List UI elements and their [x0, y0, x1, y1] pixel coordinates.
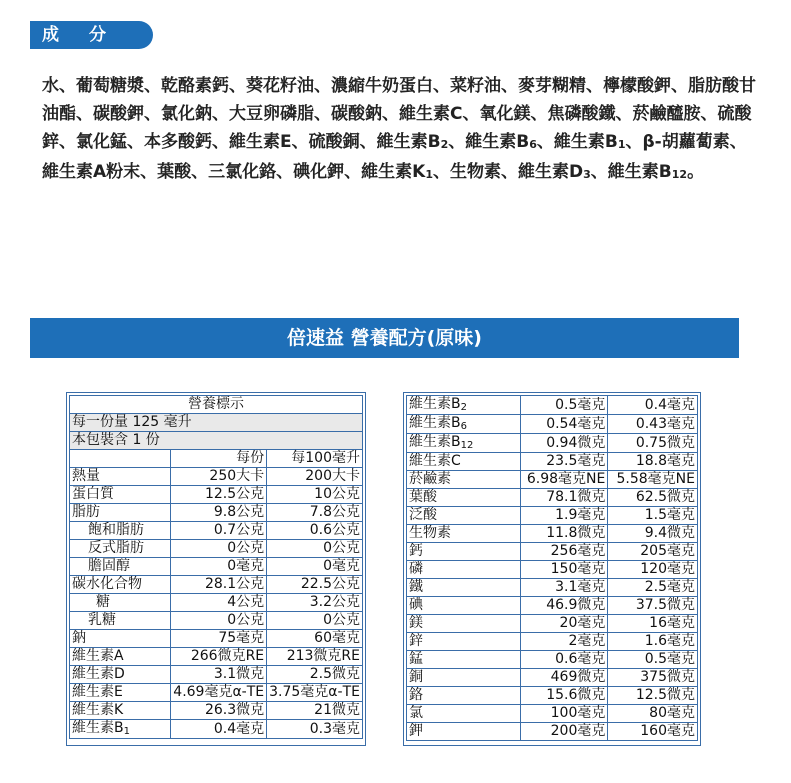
- nutrient-name: [407, 453, 521, 471]
- nutrient-row: [70, 702, 363, 720]
- nutrient-row: [407, 434, 698, 453]
- value-per-100ml: 213微克RE: [267, 648, 363, 666]
- nutrient-name-text: 鉻: [409, 687, 423, 703]
- nutrient-name: [70, 540, 171, 558]
- value-per-100ml: 0.75微克: [608, 434, 698, 453]
- nutrient-subscript: 1: [123, 726, 130, 737]
- nutrient-name: [70, 720, 171, 739]
- value-per-100ml: 9.4微克: [608, 525, 698, 543]
- nutrient-name: [70, 630, 171, 648]
- nutrient-name-text: 飽和脂肪: [88, 522, 144, 538]
- nutrient-row: [407, 723, 698, 741]
- value-per-serving: 0.94微克: [520, 434, 608, 453]
- nutrient-name: [407, 651, 521, 669]
- value-per-serving: 100毫克: [520, 705, 608, 723]
- value-per-100ml: 120毫克: [608, 561, 698, 579]
- nutrient-name: [407, 434, 521, 453]
- nutrient-name-text: 維生素E: [72, 684, 123, 700]
- nutrient-row: [70, 558, 363, 576]
- value-per-100ml: 0.4毫克: [608, 396, 698, 415]
- value-per-100ml: 22.5公克: [267, 576, 363, 594]
- value-per-100ml: 160毫克: [608, 723, 698, 741]
- ingredient-subscript: 1: [425, 168, 433, 181]
- nutrient-row: [70, 684, 363, 702]
- nutrient-name-text: 乳糖: [88, 612, 116, 628]
- value-per-serving: 6.98毫克NE: [520, 471, 608, 489]
- value-per-serving: 3.1微克: [171, 666, 267, 684]
- value-per-serving: 0毫克: [171, 558, 267, 576]
- value-per-serving: 0.54毫克: [520, 415, 608, 434]
- ingredient-subscript: 1: [617, 138, 626, 151]
- value-per-serving: 2毫克: [520, 633, 608, 651]
- nutrient-name: [407, 633, 521, 651]
- value-per-serving: 0.5毫克: [520, 396, 608, 415]
- nutrient-name-text: 維生素B: [409, 434, 461, 450]
- nutrient-name: [407, 489, 521, 507]
- value-per-100ml: 60毫克: [267, 630, 363, 648]
- nutrient-name-text: 碘: [409, 597, 423, 613]
- value-per-100ml: 200大卡: [267, 468, 363, 486]
- value-per-serving: 4公克: [171, 594, 267, 612]
- nutrient-row: [70, 666, 363, 684]
- nutrient-name: [407, 723, 521, 741]
- value-per-serving: 12.5公克: [171, 486, 267, 504]
- nutrient-name: [70, 666, 171, 684]
- nutrient-name: [407, 525, 521, 543]
- nutrition-title: 營養標示: [70, 396, 363, 414]
- value-per-serving: 1.9毫克: [520, 507, 608, 525]
- nutrient-name: [407, 705, 521, 723]
- nutrient-name: [70, 648, 171, 666]
- section-tab-label: 成分: [42, 25, 136, 45]
- nutrient-row: [407, 669, 698, 687]
- nutrient-name: [70, 522, 171, 540]
- nutrient-name-text: 鈉: [72, 630, 86, 646]
- section-tab: [30, 21, 153, 49]
- nutrient-row: [407, 415, 698, 434]
- value-per-100ml: 0.43毫克: [608, 415, 698, 434]
- ingredient-segment: 水、葡萄糖漿、乾酪素鈣、葵花籽油、濃縮牛奶蛋白、菜籽油、麥芽糊精、檸檬酸鉀、脂肪酸甘油酯、碳酸鉀、氯化鈉、大豆卵磷脂、碳酸鈉、維生素C、氧化鎂、焦磷酸鐵、菸鹼醯胺、硫酸鋅、氯化錳、本多酸鈣、維生素E、硫酸銅、維生素B: [42, 76, 756, 152]
- value-per-serving: 0.6毫克: [520, 651, 608, 669]
- value-per-serving: 23.5毫克: [520, 453, 608, 471]
- value-per-100ml: 16毫克: [608, 615, 698, 633]
- nutrient-name-text: 鎂: [409, 615, 423, 631]
- nutrient-name-text: 維生素K: [72, 702, 124, 718]
- nutrient-row: [70, 648, 363, 666]
- value-per-100ml: 0公克: [267, 612, 363, 630]
- value-per-serving: 469微克: [520, 669, 608, 687]
- nutrient-name-text: 維生素C: [409, 453, 461, 469]
- nutrient-name: [407, 597, 521, 615]
- nutrient-row: [70, 540, 363, 558]
- ingredient-subscript: 2: [440, 138, 449, 151]
- nutrition-table-left: [69, 395, 363, 739]
- nutrient-name: [407, 396, 521, 415]
- nutrient-name: [407, 415, 521, 434]
- ingredient-segment: 、維生素B: [536, 132, 618, 152]
- value-per-100ml: 0公克: [267, 540, 363, 558]
- nutrient-row: [70, 504, 363, 522]
- nutrient-row: [407, 453, 698, 471]
- nutrient-subscript: 6: [460, 421, 467, 432]
- nutrient-row: [407, 396, 698, 415]
- nutrient-name-text: 熱量: [72, 468, 100, 484]
- value-per-serving: 28.1公克: [171, 576, 267, 594]
- nutrient-name: [407, 579, 521, 597]
- nutrient-name: [407, 669, 521, 687]
- ingredient-segment: 、β-胡蘿蔔素、維生素A粉末、葉酸、三氯化鉻、碘化鉀、維生素K: [42, 132, 747, 182]
- value-per-100ml: 5.58毫克NE: [608, 471, 698, 489]
- ingredient-segment: 、生物素、維生素D: [433, 162, 584, 182]
- value-per-serving: 0公克: [171, 540, 267, 558]
- nutrient-row: [407, 687, 698, 705]
- nutrient-name-text: 蛋白質: [72, 486, 114, 502]
- nutrient-name: [407, 507, 521, 525]
- nutrient-row: [407, 651, 698, 669]
- nutrient-name: [407, 615, 521, 633]
- nutrient-name: [70, 558, 171, 576]
- value-per-100ml: 3.2公克: [267, 594, 363, 612]
- product-banner: 倍速益 營養配方(原味): [30, 318, 739, 358]
- value-per-100ml: 1.6毫克: [608, 633, 698, 651]
- nutrient-name: [407, 543, 521, 561]
- nutrient-row: [407, 489, 698, 507]
- nutrient-name-text: 維生素B: [72, 720, 124, 736]
- nutrient-name-text: 維生素D: [72, 666, 125, 682]
- nutrient-name: [70, 486, 171, 504]
- nutrient-row: [407, 471, 698, 489]
- value-per-100ml: 12.5微克: [608, 687, 698, 705]
- nutrient-name: [70, 684, 171, 702]
- value-per-serving: 4.69毫克α-TE: [171, 684, 267, 702]
- nutrient-name-text: 葉酸: [409, 489, 437, 505]
- nutrient-name: [70, 504, 171, 522]
- ingredient-segment: 、維生素B: [590, 162, 672, 182]
- nutrient-row: [407, 597, 698, 615]
- nutrient-name-text: 碳水化合物: [72, 576, 142, 592]
- value-per-100ml: 0.6公克: [267, 522, 363, 540]
- value-per-serving: 250大卡: [171, 468, 267, 486]
- value-per-100ml: 62.5微克: [608, 489, 698, 507]
- nutrient-name-text: 維生素B: [409, 415, 461, 431]
- ingredient-segment: 、維生素B: [448, 132, 530, 152]
- nutrient-name-text: 生物素: [409, 525, 451, 541]
- nutrient-name-text: 錳: [409, 651, 423, 667]
- value-per-100ml: 10公克: [267, 486, 363, 504]
- value-per-serving: 0.4毫克: [171, 720, 267, 739]
- nutrient-name-text: 菸鹼素: [409, 471, 451, 487]
- nutrient-row: [407, 543, 698, 561]
- nutrient-row: [407, 615, 698, 633]
- nutrient-name: [70, 702, 171, 720]
- nutrient-row: [70, 720, 363, 739]
- nutrient-name-text: 鋅: [409, 633, 423, 649]
- nutrient-row: [407, 561, 698, 579]
- nutrient-name-text: 鐵: [409, 579, 423, 595]
- servings-per-package: 本包裝含 1 份: [70, 432, 363, 450]
- nutrient-name-text: 糖: [96, 594, 110, 610]
- ingredient-subscript: 6: [529, 138, 537, 151]
- value-per-100ml: 3.75毫克α-TE: [267, 684, 363, 702]
- nutrition-table-right: [406, 395, 698, 741]
- nutrient-row: [407, 507, 698, 525]
- value-per-100ml: 375微克: [608, 669, 698, 687]
- value-per-100ml: 80毫克: [608, 705, 698, 723]
- value-per-100ml: 0.5毫克: [608, 651, 698, 669]
- ingredients-text: [42, 72, 756, 188]
- nutrient-name-text: 脂肪: [72, 504, 100, 520]
- nutrient-name: [407, 687, 521, 705]
- nutrient-name-text: 維生素B: [409, 396, 461, 412]
- nutrient-row: [407, 633, 698, 651]
- nutrient-row: [70, 612, 363, 630]
- nutrient-row: [70, 468, 363, 486]
- nutrient-name-text: 泛酸: [409, 507, 437, 523]
- value-per-serving: 0公克: [171, 612, 267, 630]
- ingredient-segment: 。: [687, 162, 705, 182]
- value-per-serving: 78.1微克: [520, 489, 608, 507]
- value-per-100ml: 2.5毫克: [608, 579, 698, 597]
- value-per-100ml: 2.5微克: [267, 666, 363, 684]
- nutrient-name-text: 維生素A: [72, 648, 124, 664]
- nutrient-row: [70, 522, 363, 540]
- value-per-serving: 3.1毫克: [520, 579, 608, 597]
- value-per-serving: 75毫克: [171, 630, 267, 648]
- nutrient-name: [70, 576, 171, 594]
- value-per-100ml: 37.5微克: [608, 597, 698, 615]
- nutrient-name: [407, 471, 521, 489]
- value-per-100ml: 205毫克: [608, 543, 698, 561]
- nutrient-name-text: 膽固醇: [88, 558, 130, 574]
- nutrient-row: [70, 594, 363, 612]
- value-per-serving: 256毫克: [520, 543, 608, 561]
- nutrition-panel-left: [66, 392, 366, 746]
- nutrient-name-text: 銅: [409, 669, 423, 685]
- header-per-100ml: 每100毫升: [267, 450, 363, 468]
- value-per-100ml: 7.8公克: [267, 504, 363, 522]
- nutrient-row: [70, 576, 363, 594]
- nutrition-panel-right: [403, 392, 701, 746]
- header-blank: [70, 450, 171, 468]
- value-per-serving: 20毫克: [520, 615, 608, 633]
- nutrient-row: [407, 525, 698, 543]
- nutrient-subscript: 2: [460, 402, 467, 413]
- ingredient-subscript: 12: [671, 168, 688, 181]
- value-per-100ml: 18.8毫克: [608, 453, 698, 471]
- nutrient-name: [70, 594, 171, 612]
- value-per-serving: 200毫克: [520, 723, 608, 741]
- value-per-serving: 9.8公克: [171, 504, 267, 522]
- nutrient-name: [407, 561, 521, 579]
- value-per-100ml: 1.5毫克: [608, 507, 698, 525]
- nutrient-name: [70, 612, 171, 630]
- value-per-serving: 11.8微克: [520, 525, 608, 543]
- nutrient-row: [70, 630, 363, 648]
- nutrient-name-text: 磷: [409, 561, 423, 577]
- value-per-serving: 266微克RE: [171, 648, 267, 666]
- nutrient-subscript: 12: [460, 440, 474, 451]
- value-per-serving: 46.9微克: [520, 597, 608, 615]
- serving-size: 每一份量 125 毫升: [70, 414, 363, 432]
- nutrient-name: [70, 468, 171, 486]
- nutrient-name-text: 反式脂肪: [88, 540, 144, 556]
- value-per-100ml: 0毫克: [267, 558, 363, 576]
- value-per-100ml: 0.3毫克: [267, 720, 363, 739]
- value-per-serving: 26.3微克: [171, 702, 267, 720]
- ingredient-subscript: 3: [583, 168, 591, 181]
- value-per-serving: 150毫克: [520, 561, 608, 579]
- value-per-100ml: 21微克: [267, 702, 363, 720]
- value-per-serving: 15.6微克: [520, 687, 608, 705]
- nutrient-row: [70, 486, 363, 504]
- nutrient-name-text: 鈣: [409, 543, 423, 559]
- nutrient-row: [407, 705, 698, 723]
- nutrient-name-text: 氯: [409, 705, 423, 721]
- nutrient-row: [407, 579, 698, 597]
- value-per-serving: 0.7公克: [171, 522, 267, 540]
- header-per-serving: 每份: [171, 450, 267, 468]
- nutrient-name-text: 鉀: [409, 723, 423, 739]
